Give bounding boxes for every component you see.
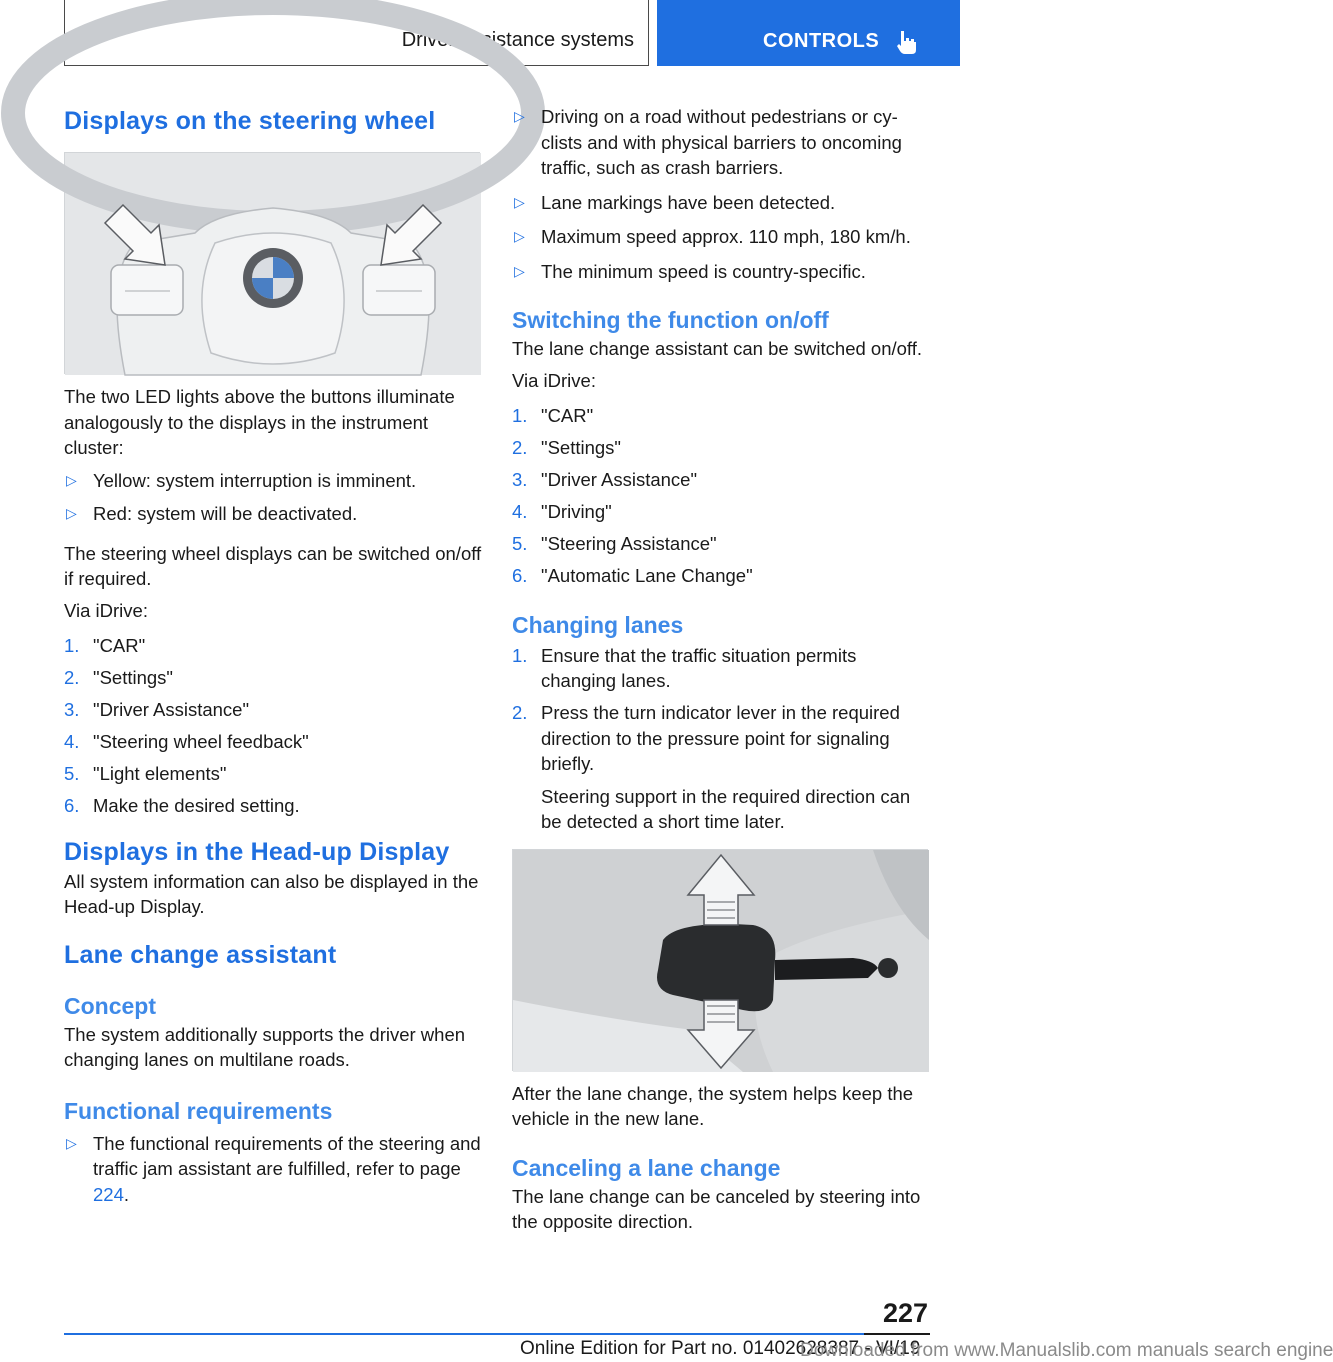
step-text: "Driver Assistance": [93, 699, 250, 720]
list-item: [512, 700, 932, 777]
list-item: [512, 643, 932, 694]
list-item: [512, 435, 932, 461]
chapter-tab[interactable]: [657, 0, 960, 66]
step-text: "Settings": [541, 437, 621, 458]
step-number: 2.: [64, 667, 80, 688]
list-item: [64, 697, 482, 723]
list-item: [64, 761, 482, 787]
heading-functional-requirements: Functional requirements: [64, 1097, 333, 1124]
triangle-bullet-icon: ▷: [514, 108, 525, 124]
led-bullet-list: [64, 468, 482, 527]
watermark: Downloaded from www.Manualslib.com manuals search engine: [800, 1340, 1333, 1361]
list-item: [512, 259, 932, 285]
step-text: "CAR": [93, 635, 146, 656]
step-number: 2.: [512, 702, 528, 723]
steering-wheel-image: [64, 152, 480, 374]
list-item: [512, 190, 932, 216]
paragraph-cancel: The lane change can be canceled by steering into the opposite direction.: [512, 1185, 921, 1232]
list-item: [512, 403, 932, 429]
section-title: Driver assistance systems: [401, 29, 634, 51]
triangle-bullet-icon: ▷: [514, 193, 525, 210]
heading-hud: Displays in the Head-up Display: [64, 837, 450, 866]
step-number: 1.: [512, 405, 528, 426]
chapter-title: CONTROLS: [763, 30, 880, 52]
step-number: 3.: [512, 469, 528, 490]
step-text: "Light elements": [93, 763, 227, 784]
list-item: [512, 104, 932, 181]
step-text: "Automatic Lane Change": [541, 565, 753, 586]
list-item: [64, 501, 482, 527]
requirements-bullet-list-continued: [512, 104, 932, 284]
step-number: 1.: [64, 635, 80, 656]
step-number: 4.: [64, 731, 80, 752]
paragraph-switch: The steering wheel displays can be switched on/off if required.: [64, 542, 482, 589]
bullet-text-end: .: [123, 1183, 130, 1205]
list-item: [512, 467, 932, 493]
triangle-bullet-icon: ▷: [66, 1134, 77, 1151]
triangle-bullet-icon: ▷: [66, 471, 77, 488]
heading-lane-change-assistant: Lane change assistant: [64, 940, 337, 969]
list-item: [64, 665, 482, 691]
steering-wheel-illustration: [65, 153, 481, 375]
steering-steps-list: [64, 633, 482, 819]
pointing-hand-icon: [893, 28, 921, 56]
bullet-text: Lane markings have been detected.: [541, 191, 836, 213]
list-item: [64, 468, 482, 494]
step-number: 5.: [512, 533, 528, 554]
list-item: [512, 531, 932, 557]
paragraph-change-note: Steering support in the required direction can be detected a short time later.: [541, 785, 911, 832]
triangle-bullet-icon: ▷: [514, 262, 525, 279]
paragraph-after-change: After the lane change, the system helps keep the vehicle in the new lane.: [512, 1082, 914, 1129]
via-idrive-label: Via iDrive:: [64, 599, 148, 621]
step-number: 3.: [64, 699, 80, 720]
step-number: 6.: [512, 565, 528, 586]
step-text: "Steering Assistance": [541, 533, 717, 554]
list-item: [512, 499, 932, 525]
step-text: "Steering wheel feedback": [93, 731, 309, 752]
step-number: 2.: [512, 437, 528, 458]
paragraph-concept: The system additionally supports the driver when changing lanes on multilane roads.: [64, 1023, 466, 1070]
step-number: 5.: [64, 763, 80, 784]
step-text: "CAR": [541, 405, 594, 426]
bullet-text: Maximum speed approx. 110 mph, 180 km/h.: [541, 226, 911, 247]
edition-footer: Online Edition for Part no. 01402628387 - VI/19: [520, 1338, 921, 1359]
heading-canceling: Canceling a lane change: [512, 1154, 781, 1181]
list-item: [64, 729, 482, 755]
heading-concept: Concept: [64, 992, 156, 1019]
turn-indicator-illustration: [513, 850, 929, 1072]
step-text: "Driving": [541, 501, 612, 522]
heading-changing-lanes: Changing lanes: [512, 611, 684, 638]
changing-lanes-steps: [512, 643, 932, 777]
bullet-text: The functional requirements of the steering and traffic jam assistant are fulfilled, refer to page: [93, 1132, 481, 1179]
step-number: 1.: [512, 644, 528, 666]
step-number: 4.: [512, 501, 528, 522]
bullet-text: Driving on a road without pedestrians or cyclists and with physical barriers to oncoming traffic, such as crash barriers.: [541, 106, 902, 178]
triangle-bullet-icon: ▷: [514, 228, 525, 244]
footer-divider-dark: [864, 1333, 930, 1335]
right-column: [512, 96, 932, 1235]
list-item: [512, 563, 932, 589]
heading-switching-function: Switching the function on/off: [512, 307, 829, 333]
step-text: Ensure that the traffic situation permits changing lanes.: [541, 644, 857, 691]
paragraph-hud: All system information can also be displayed in the Head-up Display.: [64, 870, 479, 917]
turn-indicator-image: [512, 849, 928, 1071]
bullet-text: The minimum speed is country-specific.: [541, 260, 866, 282]
list-item: [64, 793, 482, 819]
triangle-bullet-icon: ▷: [66, 505, 77, 521]
bullet-text: Yellow: system interruption is imminent.: [93, 469, 417, 491]
step-text: "Driver Assistance": [541, 469, 698, 490]
step-number: 6.: [64, 795, 80, 816]
step-text: "Settings": [93, 667, 173, 688]
footer-divider: [64, 1333, 864, 1335]
page-reference-link[interactable]: 224: [93, 1183, 124, 1205]
lca-steps-list: [512, 403, 932, 589]
list-item: [64, 1131, 482, 1208]
step-text: Press the turn indicator lever in the required direction to the pressure point for signaling briefly.: [541, 702, 900, 774]
bullet-text: Red: system will be deactivated.: [93, 503, 358, 524]
via-idrive-label: Via iDrive:: [512, 369, 596, 391]
list-item: [512, 224, 932, 250]
requirements-bullet-list: [64, 1131, 482, 1208]
list-item: [64, 633, 482, 659]
heading-steering-displays: Displays on the steering wheel: [64, 107, 436, 135]
paragraph-led: The two LED lights above the buttons illuminate analogously to the displays in the instrument cluster:: [64, 386, 455, 458]
step-text: Make the desired setting.: [93, 795, 300, 816]
paragraph-switch-lca: The lane change assistant can be switched on/off.: [512, 338, 923, 359]
page-number: 227: [882, 1298, 928, 1328]
left-column: [64, 96, 482, 1207]
